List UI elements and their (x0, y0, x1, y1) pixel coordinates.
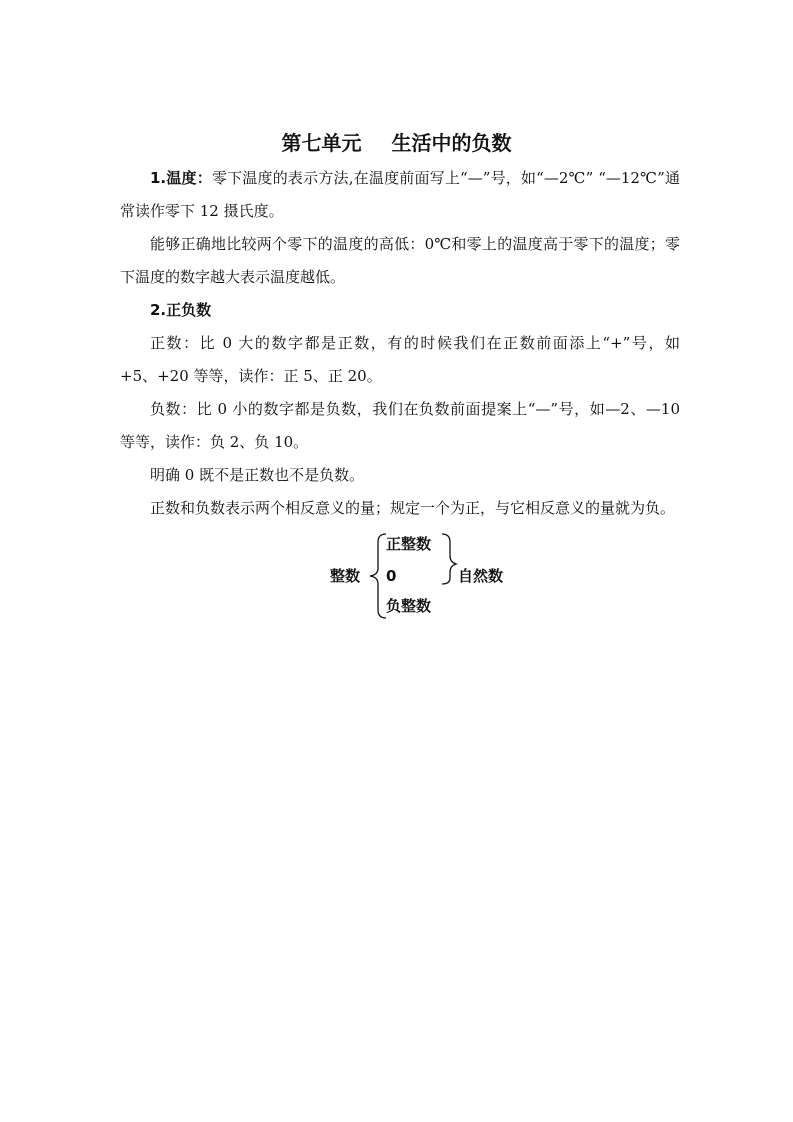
integer-classification-diagram (320, 528, 540, 624)
temperature-text: 零下温度的表示方法,在温度前面写上“—”号，如“—2℃” “—12℃”通常读作零下 12 摄氏度。 (120, 169, 680, 220)
page-title (0, 129, 793, 157)
left-brace (370, 534, 386, 618)
unit-topic: 生活中的负数 (391, 131, 512, 155)
negative-number-paragraph: 负数：比 0 小的数字都是负数，我们在负数前面提案上“—”号，如—2、—10 等等，读作：负 2、负 10。 (120, 400, 680, 451)
opposite-meaning-paragraph: 正数和负数表示两个相反意义的量；规定一个为正，与它相反意义的量就为负。 (150, 499, 676, 517)
document-body (120, 162, 680, 525)
zero-label: 0 (386, 567, 397, 585)
temperature-heading: 1.温度： (150, 169, 212, 187)
natural-number-label: 自然数 (458, 567, 504, 585)
positive-number-paragraph: 正数：比 0 大的数字都是正数，有的时候我们在正数前面添上“+”号，如+5、+20 等等，读作：正 5、正 20。 (120, 334, 680, 385)
unit-label: 第七单元 (281, 131, 362, 155)
negative-integer-label: 负整数 (386, 597, 432, 615)
zero-paragraph: 明确 0 既不是正数也不是负数。 (150, 466, 365, 484)
integer-label: 整数 (330, 567, 361, 585)
signed-numbers-heading: 2.正负数 (150, 301, 212, 319)
right-brace (442, 534, 456, 584)
positive-integer-label: 正整数 (386, 535, 432, 553)
temperature-paragraph (120, 162, 680, 228)
temperature-compare-paragraph: 能够正确地比较两个零下的温度的高低：0℃和零上的温度高于零下的温度；零下温度的数字越大表示温度越低。 (120, 235, 680, 286)
